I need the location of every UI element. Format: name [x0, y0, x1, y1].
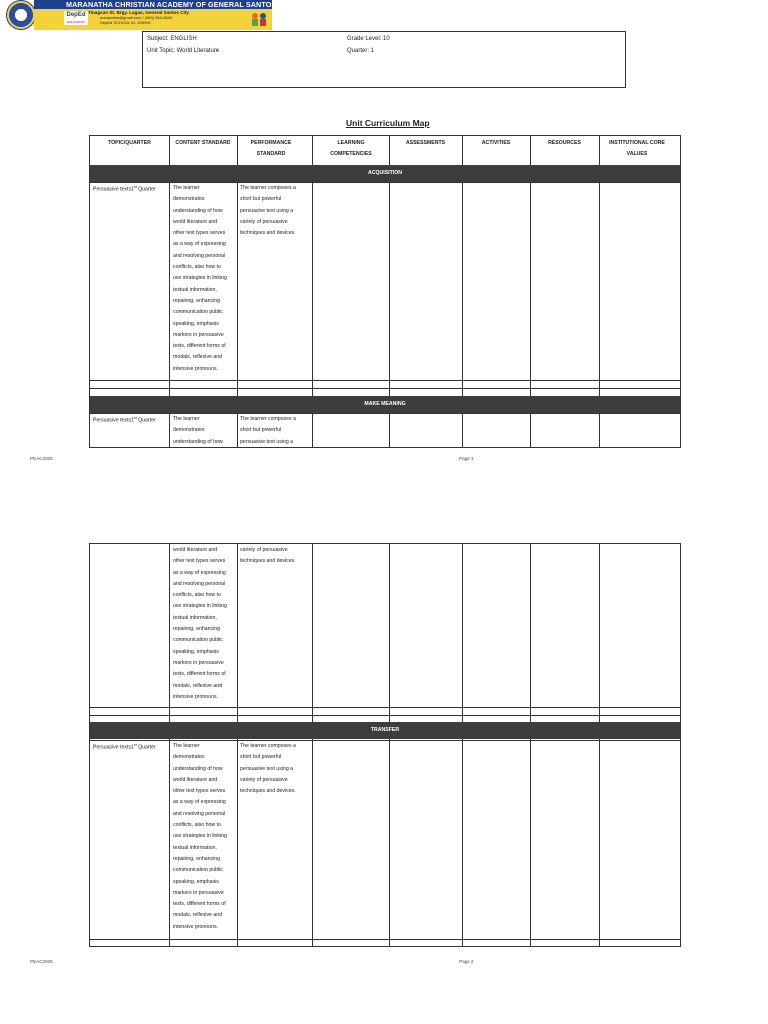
content-standard-cell: world literature and other text types serves as a way of expressing and resolving personal conflicts, also how to use strategies in linking textual information, repairing, enhancing communication public speaking, emphasis markers in persuasive texts, different forms of modals, reflexive and intensive pronouns.	[173, 547, 227, 700]
school-id: DepEd SCHOOL ID: 405992	[100, 20, 151, 25]
performance-standard-cell: The learner composes a short but powerful persuasive text using a variety of persuasive techniques and devices.	[240, 743, 296, 795]
school-banner	[4, 0, 296, 30]
curriculum-table-page1	[89, 135, 681, 448]
col-header-content-standard: CONTENT STANDARD	[175, 140, 231, 146]
quarter-label: Quarter: 1	[347, 48, 375, 54]
section-make-meaning: MAKE MEANING	[90, 396, 680, 413]
curriculum-table-page2	[89, 543, 681, 947]
topic-cell: Persuasive texts1st Quarter	[93, 416, 156, 424]
content-standard-cell: The learner demonstrates understanding of how world literature and other text types serves as a way of expressing and resolving personal conflicts, also how to use strategies in linking textual information, repairing, enhancing communication public speaking, emphasis markers in persuasive texts, different forms of modals, reflexive and intensive pronouns.	[173, 743, 227, 930]
section-transfer: TRANSFER	[90, 722, 680, 739]
topic-cell: Persuasive texts1st Quarter	[93, 185, 156, 193]
topic-cell: Persuasive texts1st Quarter	[93, 743, 156, 751]
col-header-topic: TOPIC/QUARTER	[108, 140, 151, 146]
footer-code: PEAC2025	[30, 959, 53, 964]
performance-standard-cell: variety of persuasive techniques and devices.	[240, 547, 296, 565]
col-header-core-values: INSTITUTIONAL CORE VALUES	[609, 140, 665, 157]
school-name: MARANATHA CHRISTIAN ACADEMY OF GENERAL SANTOS, INC.	[66, 0, 296, 9]
performance-standard-cell: The learner composes a short but powerful persuasive text using a	[240, 416, 296, 445]
col-header-performance-standard: PERFORMANCE STANDARD	[250, 140, 292, 157]
school-seal-logo	[6, 0, 36, 30]
school-contact: maranatha@gmail.com / (083) 554-3844	[100, 15, 173, 20]
performance-standard-cell: The learner composes a short but powerful persuasive text using a variety of persuasive techniques and devices.	[240, 185, 296, 237]
school-address: Tinagsan St. Brgy. Lagao, General Santos City	[88, 10, 189, 15]
col-header-assessments: ASSESSMENTS	[405, 140, 446, 146]
subject-label: Subject: ENGLISH	[147, 36, 197, 42]
col-header-activities: ACTIVITIES	[481, 140, 511, 146]
col-header-resources: RESOURCES	[548, 140, 581, 146]
content-standard-cell: The learner demonstrates understanding of how world literature and other text types serves as a way of expressing and resolving personal conflicts, also how to use strategies in linking textual information, repairing, enhancing communication public speaking, emphasis markers in persuasive texts, different forms of modals, reflexive and intensive pronouns.	[173, 185, 227, 372]
deped-logo: DepEd EDUCATION	[64, 11, 88, 25]
kids-illustration-icon	[250, 11, 270, 27]
content-standard-cell: The learner demonstrates understanding of how	[173, 416, 223, 445]
footer-code: PEAC2025	[30, 456, 53, 461]
col-header-learning-competencies: LEARNING COMPETENCIES	[330, 140, 372, 157]
page-title: Unit Curriculum Map	[346, 118, 430, 128]
unit-topic-label: Unit Topic: World Literature	[147, 48, 220, 54]
footer-page-number: Page 2	[459, 959, 474, 964]
section-acquisition: ACQUISITION	[90, 165, 680, 182]
grade-level-label: Grade Level: 10	[347, 36, 390, 42]
subject-info-box	[142, 31, 626, 88]
footer-page-number: Page 1	[459, 456, 474, 461]
